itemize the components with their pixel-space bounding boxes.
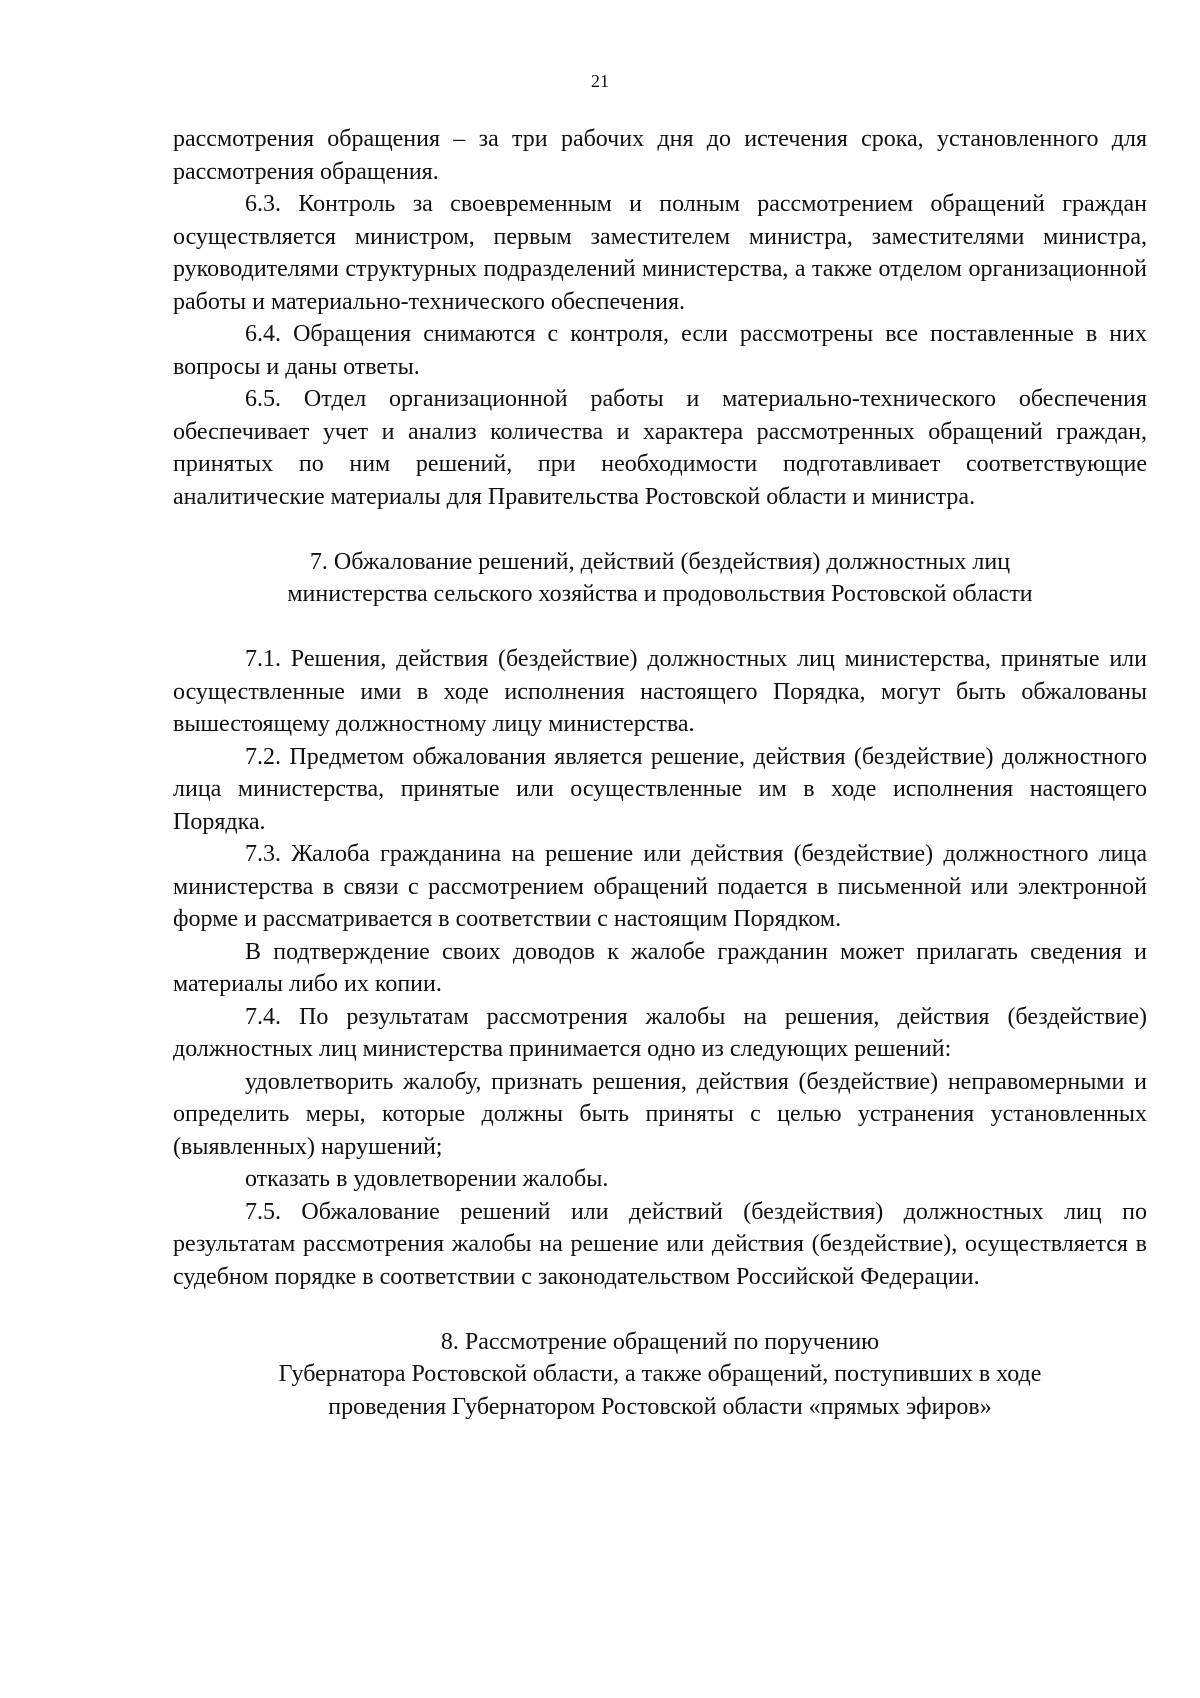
section-8-heading-line-3: проведения Губернатором Ростовской области «прямых эфиров» <box>328 1393 992 1420</box>
section-8-heading <box>173 1326 1147 1424</box>
section-8-heading-line-1: 8. Рассмотрение обращений по поручению <box>440 1328 880 1355</box>
section-8-heading-line-2: Губернатора Ростовской области, а также обращений, поступивших в ходе <box>278 1361 1042 1387</box>
paragraph-7-4-option-satisfy: удовлетворить жалобу, признать решения, действия (бездействие) неправомерными и определить меры, которые должны быть приняты с целью устранения установленных (выявленных) нарушений; <box>173 1068 1147 1160</box>
document-body <box>173 123 1147 1423</box>
paragraph-group-7 <box>173 643 1147 1293</box>
paragraph-7-1: 7.1. Решения, действия (бездействие) должностных лиц министерства, принятые или осуществленные ими в ходе исполнения настоящего Порядка, могут быть обжалованы вышестоящему должностному лицу министерства. <box>173 646 1147 737</box>
paragraph-7-3-evidence: В подтверждение своих доводов к жалобе гражданин может прилагать сведения и материалы либо их копии. <box>173 938 1147 997</box>
section-7-heading-line-2: министерства сельского хозяйства и продовольствия Ростовской области <box>287 581 1033 607</box>
paragraph-7-3: 7.3. Жалоба гражданина на решение или действия (бездействие) должностного лица министерства в связи с рассмотрением обращений подается в письменной или электронной форме и рассматривается в соответствии с настоящим Порядком. <box>173 841 1147 932</box>
paragraph-7-4-option-refuse: отказать в удовлетворении жалобы. <box>245 1166 609 1192</box>
section-gap <box>173 1293 1147 1326</box>
paragraph-6-3: 6.3. Контроль за своевременным и полным рассмотрением обращений граждан осуществляется министром, первым заместителем министра, заместителями министра, руководителями структурных подразделений министерства, а также отделом организационной работы и материально-технического обеспечения. <box>173 191 1147 315</box>
paragraph-7-5: 7.5. Обжалование решений или действий (бездействия) должностных лиц по результатам рассмотрения жалобы на решение или действия (бездействие), осуществляется в судебном порядке в соответствии с законодательством Российской Федерации. <box>173 1198 1147 1290</box>
section-gap <box>173 513 1147 546</box>
section-gap <box>173 611 1147 644</box>
paragraph-7-2: 7.2. Предметом обжалования является решение, действия (бездействие) должностного лица министерства, принятые или осуществленные им в ходе исполнения настоящего Порядка. <box>173 743 1147 835</box>
paragraph-continuation: рассмотрения обращения – за три рабочих дня до истечения срока, установленного для рассмотрения обращения. <box>173 126 1147 185</box>
page-number: 21 <box>591 71 609 91</box>
paragraph-group-6 <box>173 123 1147 513</box>
paragraph-6-4: 6.4. Обращения снимаются с контроля, если рассмотрены все поставленные в них вопросы и даны ответы. <box>173 321 1147 380</box>
section-7-heading-line-1: 7. Обжалование решений, действий (бездействия) должностных лиц <box>309 548 1011 575</box>
paragraph-6-5: 6.5. Отдел организационной работы и материально-технического обеспечения обеспечивает учет и анализ количества и характера рассмотренных обращений граждан, принятых по ним решений, при необходимости подготавливает соответствующие аналитические материалы для Правительства Ростовской области и министра. <box>173 386 1147 510</box>
paragraph-7-4: 7.4. По результатам рассмотрения жалобы на решения, действия (бездействие) должностных лиц министерства принимается одно из следующих решений: <box>173 1003 1147 1062</box>
section-7-heading <box>173 546 1147 611</box>
